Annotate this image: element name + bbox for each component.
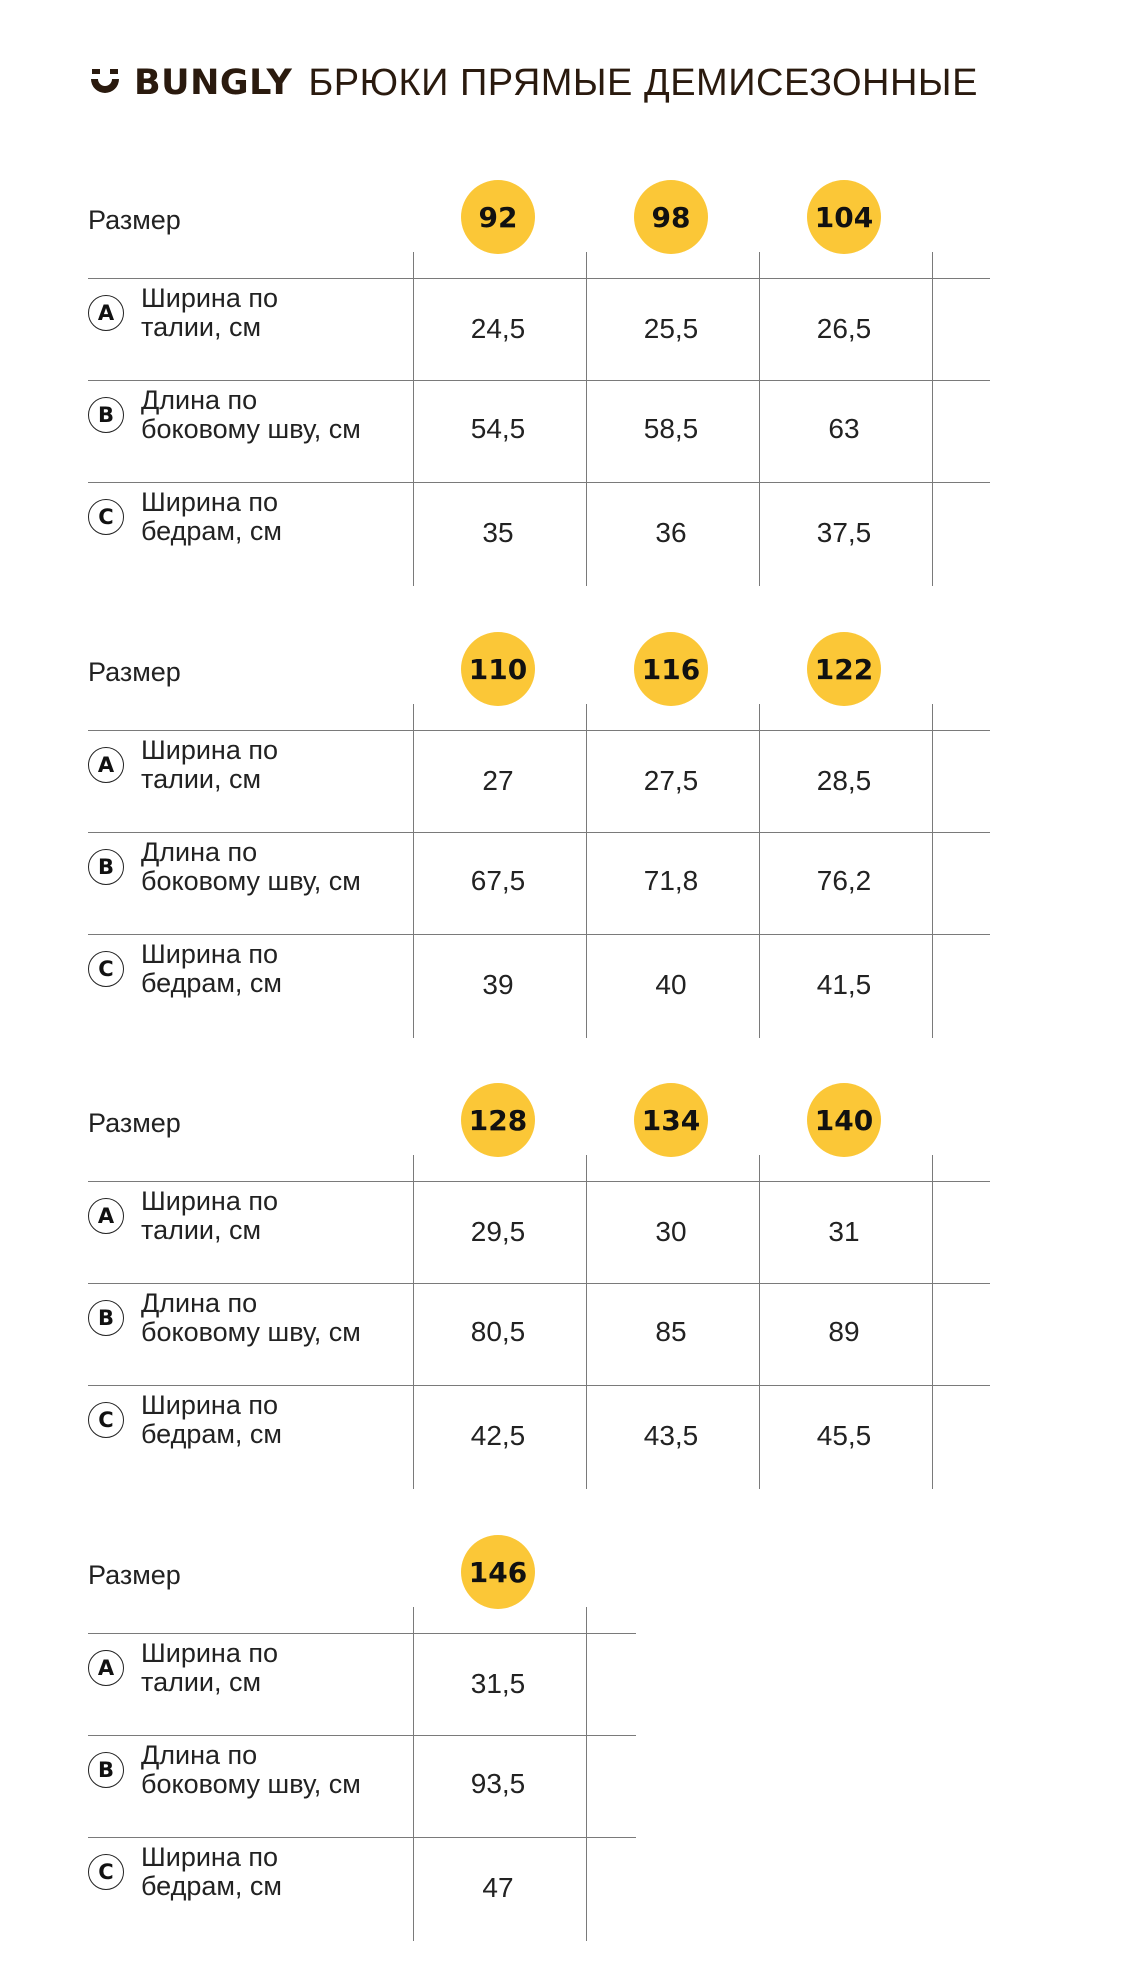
measure-letter-badge: A [88, 1198, 124, 1234]
page-title: БРЮКИ ПРЯМЫЕ ДЕМИСЕЗОННЫЕ [308, 61, 978, 104]
measure-value: 58,5 [643, 413, 699, 444]
measure-label: Длина по боковому шву, см [141, 1288, 361, 1347]
measure-label: Длина по боковому шву, см [141, 385, 361, 444]
bungly-logo-icon [88, 66, 122, 100]
row-divider [88, 934, 990, 935]
measure-value: 37,5 [816, 517, 872, 548]
measure-letter-badge: C [88, 1854, 124, 1890]
measure-letter-badge: C [88, 1402, 124, 1438]
row-divider [88, 1385, 990, 1386]
measure-value: 80,5 [470, 1316, 526, 1347]
row-divider [88, 1283, 990, 1284]
row-divider [88, 278, 990, 279]
measure-value: 71,8 [643, 865, 699, 896]
size-table [0, 1535, 1122, 1945]
row-divider [88, 1837, 636, 1838]
measure-label: Ширина по талии, см [141, 283, 278, 342]
measure-label: Ширина по талии, см [141, 735, 278, 794]
size-table [0, 1083, 1122, 1493]
column-divider [932, 704, 933, 1038]
size-badge: 98 [634, 180, 708, 254]
size-label: Размер [88, 1560, 181, 1590]
measure-value: 35 [482, 517, 514, 548]
measure-letter-badge: B [88, 1300, 124, 1336]
measure-letter-badge: A [88, 1650, 124, 1686]
size-badge: 104 [807, 180, 881, 254]
measure-label: Ширина по талии, см [141, 1638, 278, 1697]
size-badge: 116 [634, 632, 708, 706]
measure-letter-badge: B [88, 397, 124, 433]
column-divider [932, 252, 933, 586]
measure-value: 85 [655, 1316, 687, 1347]
measure-value: 31 [828, 1216, 860, 1247]
size-badge: 140 [807, 1083, 881, 1157]
size-table [0, 632, 1122, 1042]
measure-letter-badge: C [88, 499, 124, 535]
measure-value: 45,5 [816, 1420, 872, 1451]
measure-value: 36 [655, 517, 687, 548]
row-divider [88, 380, 990, 381]
measure-letter-badge: C [88, 951, 124, 987]
size-badge: 110 [461, 632, 535, 706]
measure-value: 43,5 [643, 1420, 699, 1451]
measure-letter-badge: A [88, 747, 124, 783]
brand-name: BUNGLY [134, 63, 293, 103]
size-badge: 122 [807, 632, 881, 706]
measure-value: 39 [482, 969, 514, 1000]
measure-value: 67,5 [470, 865, 526, 896]
measure-label: Длина по боковому шву, см [141, 1740, 361, 1799]
row-divider [88, 1181, 990, 1182]
row-divider [88, 482, 990, 483]
measure-label: Ширина по бедрам, см [141, 939, 282, 998]
size-badge: 134 [634, 1083, 708, 1157]
measure-value: 28,5 [816, 765, 872, 796]
measure-value: 63 [828, 413, 860, 444]
column-divider [586, 1607, 587, 1941]
measure-value: 54,5 [470, 413, 526, 444]
measure-value: 93,5 [470, 1768, 526, 1799]
measure-value: 76,2 [816, 865, 872, 896]
measure-value: 24,5 [470, 313, 526, 344]
measure-value: 47 [482, 1872, 514, 1903]
measure-value: 31,5 [470, 1668, 526, 1699]
size-table [0, 180, 1122, 590]
measure-letter-badge: B [88, 849, 124, 885]
measure-label: Ширина по бедрам, см [141, 487, 282, 546]
size-label: Размер [88, 1108, 181, 1138]
measure-value: 25,5 [643, 313, 699, 344]
page-header [88, 58, 978, 108]
size-badge: 146 [461, 1535, 535, 1609]
measure-value: 27,5 [643, 765, 699, 796]
column-divider [932, 1155, 933, 1489]
row-divider [88, 730, 990, 731]
measure-label: Длина по боковому шву, см [141, 837, 361, 896]
measure-value: 42,5 [470, 1420, 526, 1451]
measure-letter-badge: A [88, 295, 124, 331]
measure-value: 30 [655, 1216, 687, 1247]
measure-label: Ширина по талии, см [141, 1186, 278, 1245]
measure-value: 29,5 [470, 1216, 526, 1247]
measure-value: 89 [828, 1316, 860, 1347]
measure-value: 26,5 [816, 313, 872, 344]
row-divider [88, 1633, 636, 1634]
measure-value: 41,5 [816, 969, 872, 1000]
row-divider [88, 1735, 636, 1736]
measure-value: 40 [655, 969, 687, 1000]
measure-letter-badge: B [88, 1752, 124, 1788]
measure-label: Ширина по бедрам, см [141, 1390, 282, 1449]
row-divider [88, 832, 990, 833]
size-label: Размер [88, 657, 181, 687]
size-badge: 92 [461, 180, 535, 254]
measure-value: 27 [482, 765, 514, 796]
size-label: Размер [88, 205, 181, 235]
measure-label: Ширина по бедрам, см [141, 1842, 282, 1901]
size-badge: 128 [461, 1083, 535, 1157]
